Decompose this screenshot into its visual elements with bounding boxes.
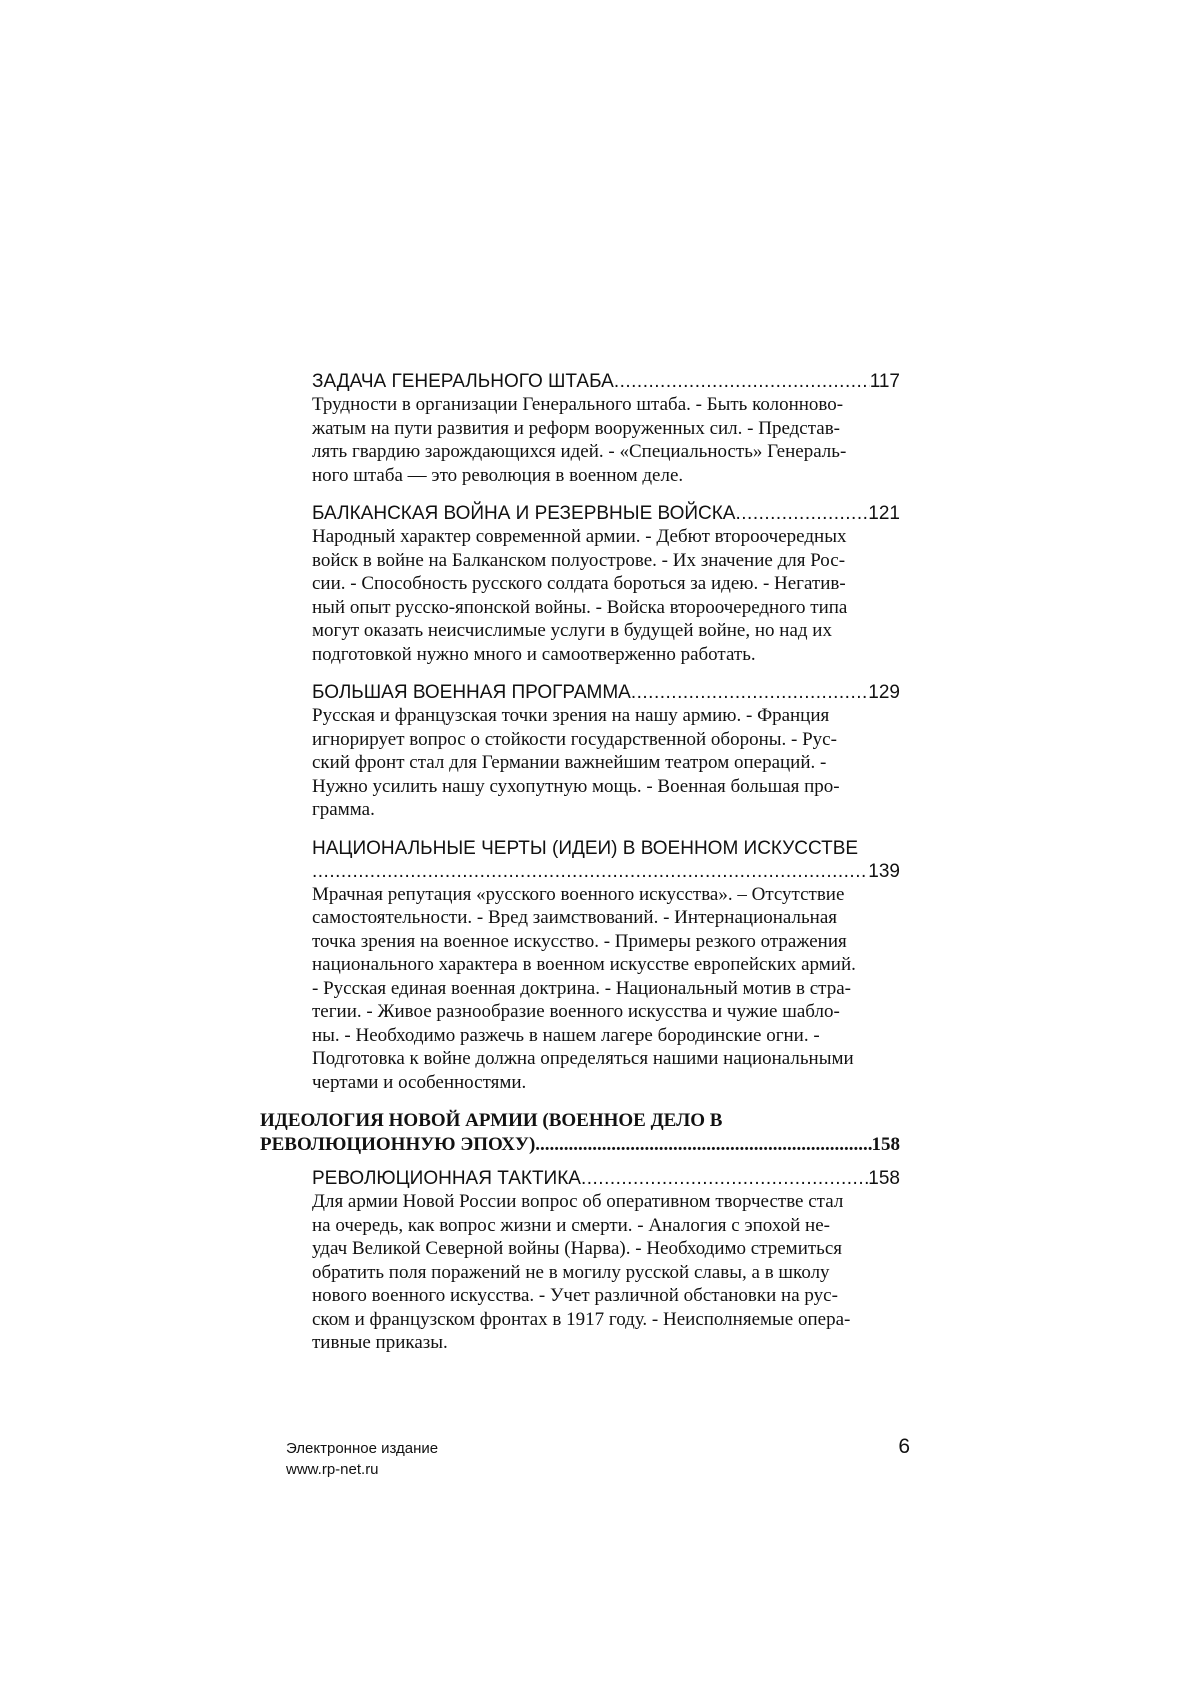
summary-line: игнорирует вопрос о стойкости государственной обороны. - Рус- xyxy=(312,728,900,752)
toc-entry-title: РЕВОЛЮЦИОННАЯ ТАКТИКА xyxy=(312,1167,581,1190)
summary-line: подготовкой нужно много и самоотверженно работать. xyxy=(312,643,900,667)
toc-entry xyxy=(286,1167,900,1355)
summary-line: ный опыт русско-японской войны. - Войска второочередного типа xyxy=(312,596,900,620)
summary-line: тегии. - Живое разнообразие военного искусства и чужие шабло- xyxy=(312,1000,900,1024)
footer-edition: Электронное издание xyxy=(286,1438,910,1459)
page-footer xyxy=(286,1438,910,1480)
dot-leader xyxy=(735,502,868,525)
summary-line: точка зрения на военное искусство. - Примеры резкого отражения xyxy=(312,930,900,954)
document-page xyxy=(0,0,1200,1698)
summary-line: на очередь, как вопрос жизни и смерти. - Аналогия с эпохой не- xyxy=(312,1214,900,1238)
toc-entry xyxy=(286,502,900,666)
dot-leader xyxy=(614,370,870,393)
dot-leader xyxy=(631,681,868,704)
summary-line: Трудности в организации Генерального штаба. - Быть колонново- xyxy=(312,393,900,417)
toc-entry-page: 117 xyxy=(870,370,900,393)
part-title-line-1: ИДЕОЛОГИЯ НОВОЙ АРМИИ (ВОЕННОЕ ДЕЛО В xyxy=(260,1109,900,1133)
summary-line: - Русская единая военная доктрина. - Национальный мотив в стра- xyxy=(312,977,900,1001)
dot-leader xyxy=(312,860,868,883)
toc-entry-summary xyxy=(286,704,900,822)
summary-line: обратить поля поражений не в могилу русской славы, а в школу xyxy=(312,1261,900,1285)
summary-line: удач Великой Северной войны (Нарва). - Необходимо стремиться xyxy=(312,1237,900,1261)
toc-entry-summary xyxy=(286,883,900,1095)
summary-line: чертами и особенностями. xyxy=(312,1071,900,1095)
summary-line: ский фронт стал для Германии важнейшим театром операций. - xyxy=(312,751,900,775)
toc-entry-heading[interactable] xyxy=(286,1167,900,1190)
summary-line: Нужно усилить нашу сухопутную мощь. - Военная большая про- xyxy=(312,775,900,799)
summary-line: жатым на пути развития и реформ вооруженных сил. - Представ- xyxy=(312,417,900,441)
toc-entry-heading[interactable] xyxy=(286,681,900,704)
toc-entry-heading[interactable] xyxy=(286,370,900,393)
summary-line: грамма. xyxy=(312,798,900,822)
summary-line: Русская и французская точки зрения на нашу армию. - Франция xyxy=(312,704,900,728)
summary-line: самостоятельности. - Вред заимствований. - Интернациональная xyxy=(312,906,900,930)
toc-entry-page: 158 xyxy=(868,1167,900,1190)
toc-entry xyxy=(286,370,900,487)
summary-line: ны. - Необходимо разжечь в нашем лагере бородинские огни. - xyxy=(312,1024,900,1048)
dot-leader xyxy=(581,1167,868,1190)
summary-line: лять гвардию зарождающихся идей. - «Специальность» Генераль- xyxy=(312,440,900,464)
toc-entry-title: БОЛЬШАЯ ВОЕННАЯ ПРОГРАММА xyxy=(312,681,631,704)
summary-line: тивные приказы. xyxy=(312,1331,900,1355)
summary-line: ском и французском фронтах в 1917 году. - Неисполняемые опера- xyxy=(312,1308,900,1332)
summary-line: Для армии Новой России вопрос об оперативном творчестве стал xyxy=(312,1190,900,1214)
table-of-contents xyxy=(286,370,900,1370)
summary-line: могут оказать неисчислимые услуги в будущей войне, но над их xyxy=(312,619,900,643)
part-title-line-2: РЕВОЛЮЦИОННУЮ ЭПОХУ) xyxy=(260,1133,535,1157)
summary-line: Народный характер современной армии. - Дебют второочередных xyxy=(312,525,900,549)
toc-entry-title: БАЛКАНСКАЯ ВОЙНА И РЕЗЕРВНЫЕ ВОЙСКА xyxy=(312,502,735,525)
summary-line: Подготовка к войне должна определяться нашими национальными xyxy=(312,1047,900,1071)
toc-entry-summary xyxy=(286,393,900,487)
summary-line: нового военного искусства. - Учет различной обстановки на рус- xyxy=(312,1284,900,1308)
toc-entry-summary xyxy=(286,1190,900,1355)
dot-leader xyxy=(535,1133,871,1157)
summary-line: национального характера в военном искусстве европейских армий. xyxy=(312,953,900,977)
toc-entry xyxy=(286,837,900,1095)
summary-line: сии. - Способность русского солдата бороться за идею. - Негатив- xyxy=(312,572,900,596)
toc-entry-page: 139 xyxy=(868,860,900,883)
toc-part-heading[interactable] xyxy=(260,1109,900,1157)
summary-line: ного штаба — это революция в военном деле. xyxy=(312,464,900,488)
footer-site-link[interactable]: www.rp-net.ru xyxy=(286,1459,910,1480)
toc-entry xyxy=(286,681,900,822)
toc-entry-page: 121 xyxy=(868,502,900,525)
toc-entry-page: 129 xyxy=(868,681,900,704)
footer-source xyxy=(286,1438,910,1480)
toc-entry-title: ЗАДАЧА ГЕНЕРАЛЬНОГО ШТАБА xyxy=(312,370,614,393)
toc-entry-title: НАЦИОНАЛЬНЫЕ ЧЕРТЫ (ИДЕИ) В ВОЕННОМ ИСКУССТВЕ xyxy=(312,837,900,860)
toc-entry-heading[interactable] xyxy=(286,837,900,883)
part-title-line-2-row xyxy=(260,1133,900,1157)
toc-entry-heading[interactable] xyxy=(286,502,900,525)
page-number: 6 xyxy=(898,1435,910,1459)
toc-entry-summary xyxy=(286,525,900,666)
summary-line: Мрачная репутация «русского военного искусства». – Отсутствие xyxy=(312,883,900,907)
part-page: 158 xyxy=(872,1133,901,1157)
toc-entry-leader-line xyxy=(312,860,900,883)
summary-line: войск в войне на Балканском полуострове. - Их значение для Рос- xyxy=(312,549,900,573)
